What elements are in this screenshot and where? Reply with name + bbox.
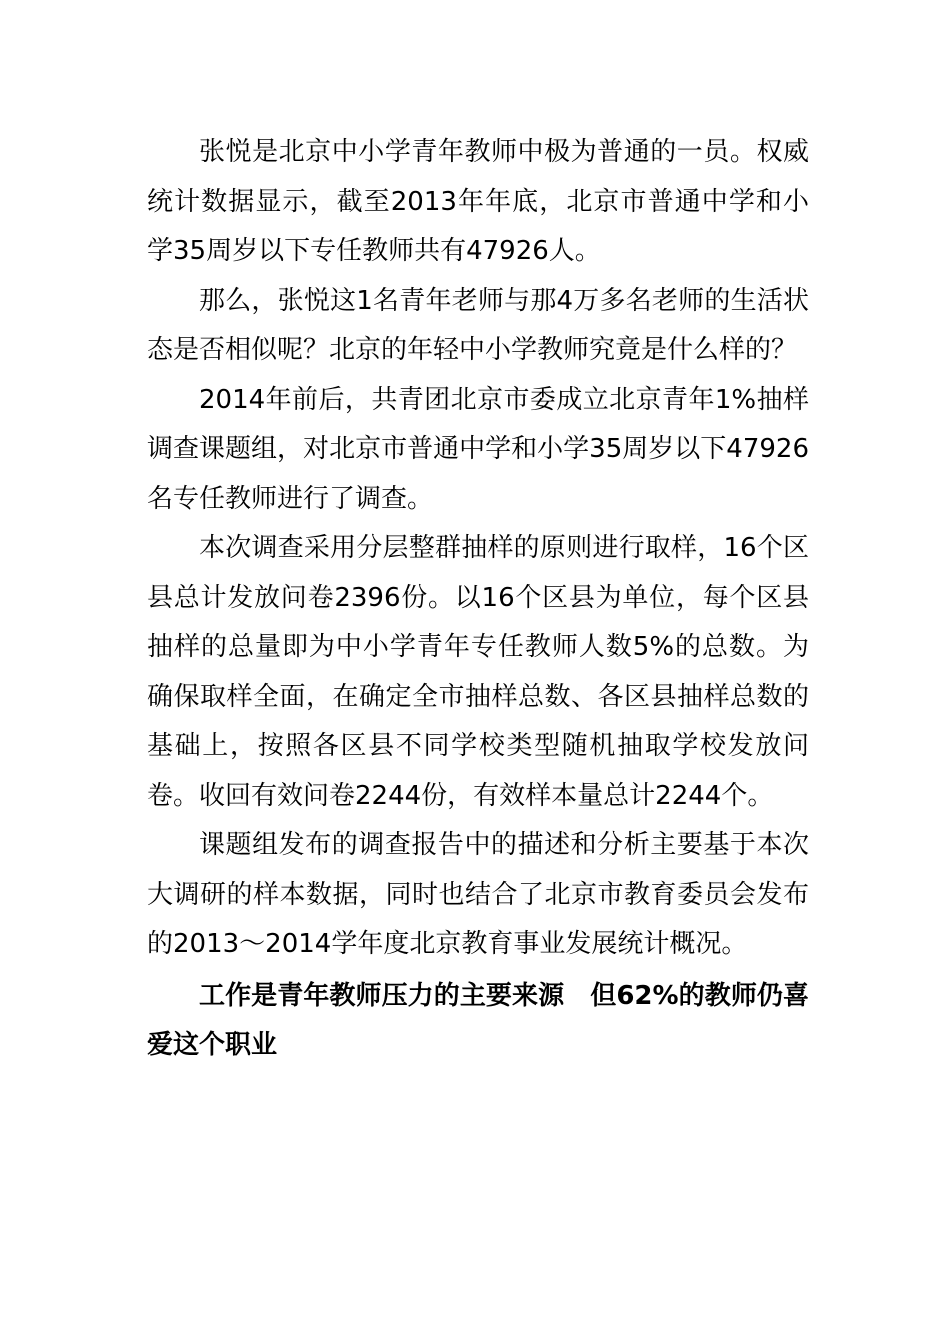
paragraph-question: 那么，张悦这1名青年老师与那4万多名老师的生活状态是否相似呢？北京的年轻中小学教师究竟是什么样的？ [147,285,809,365]
paragraph-intro: 张悦是北京中小学青年教师中极为普通的一员。权威统计数据显示，截至2013年年底，北京市普通中学和小学35周岁以下专任教师共有47926人。 [147,137,809,266]
paragraph-sampling-method: 本次调查采用分层整群抽样的原则进行取样，16个区县总计发放问卷2396份。以16个区县为单位，每个区县抽样的总量即为中小学青年专任教师人数5%的总数。为确保取样全面，在确定全市抽样总数、各区县抽样总数的基础上，按照各区县不同学校类型随机抽取学校发放问卷。收回有效问卷2244份，有效样本量总计2244个。 [147,533,809,811]
paragraph-survey-group: 2014年前后，共青团北京市委成立北京青年1%抽样调查课题组，对北京市普通中学和小学35周岁以下47926名专任教师进行了调查。 [147,384,809,514]
document-body [147,128,809,1071]
section-heading: 工作是青年教师压力的主要来源 但62%的教师仍喜爱这个职业 [147,980,809,1060]
paragraph-report-basis: 课题组发布的调查报告中的描述和分析主要基于本次大调研的样本数据，同时也结合了北京市教育委员会发布的2013～2014学年度北京教育事业发展统计概况。 [147,830,809,959]
